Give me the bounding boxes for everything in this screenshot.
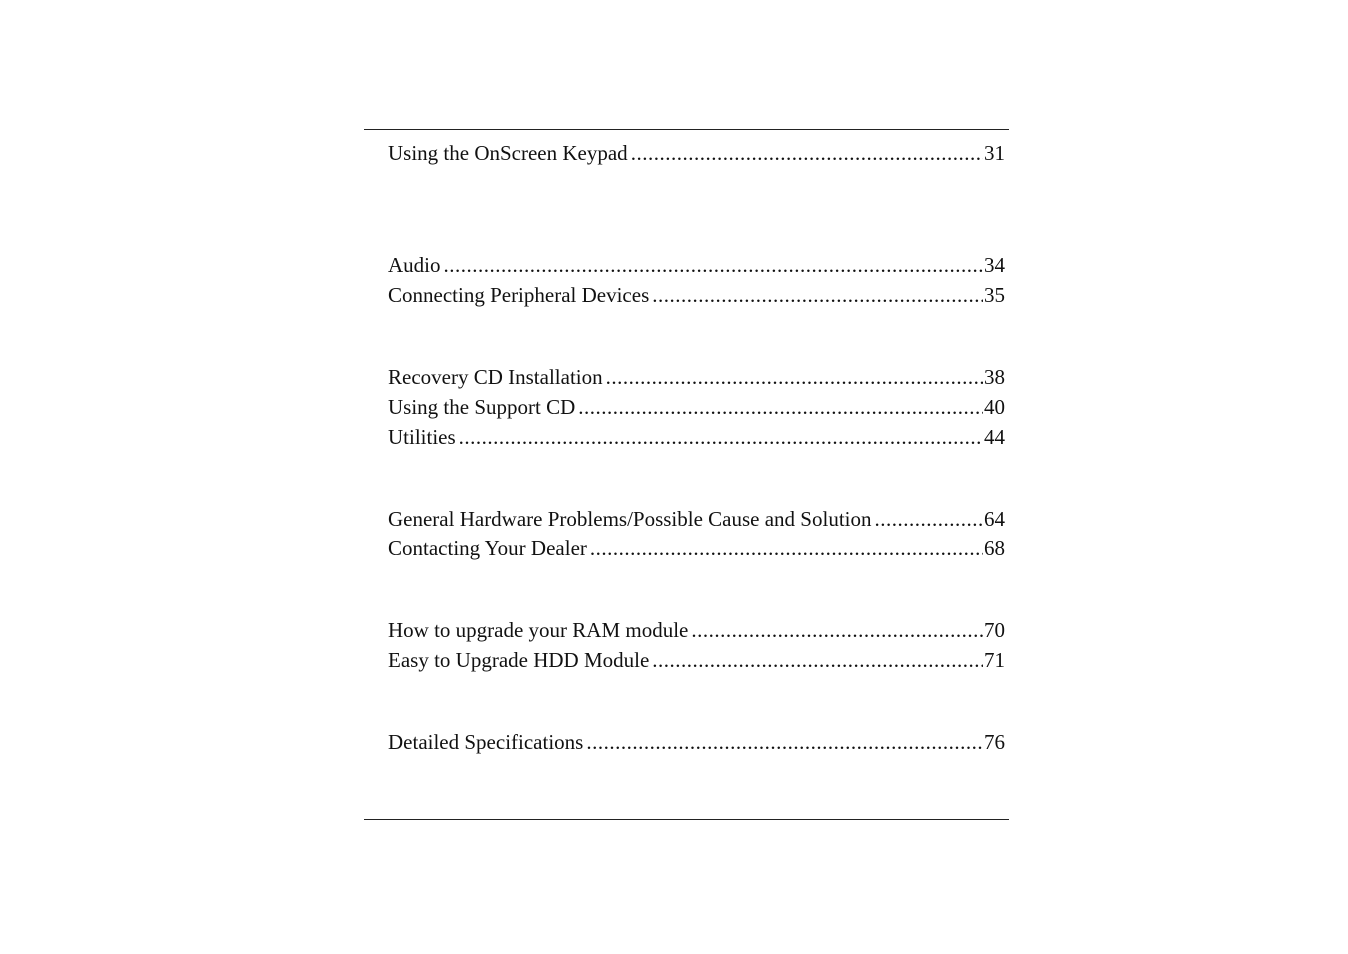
toc-entry-page: 31 [984,141,1005,165]
toc-entry-page: 76 [984,730,1005,754]
bottom-rule [364,819,1009,820]
toc-entry-page: 38 [984,365,1005,389]
toc-entry-label: Using the Support CD [388,395,576,419]
toc-entry-contacting-dealer[interactable] [388,535,1005,561]
toc-entry-page: 34 [984,253,1005,277]
toc-entry-label: Audio [388,253,441,277]
toc-dot-leader [578,394,983,420]
toc-entry-page: 68 [984,536,1005,560]
toc-entry-label: Easy to Upgrade HDD Module [388,648,650,672]
toc-entry-page: 40 [984,395,1005,419]
toc-entry-peripheral-devices[interactable] [388,282,1005,308]
toc-entry-upgrade-ram[interactable] [388,617,1005,643]
toc-entry-page: 44 [984,425,1005,449]
toc-entry-page: 71 [984,648,1005,672]
toc-dot-leader [586,729,983,755]
toc-entry-label: Detailed Specifications [388,730,584,754]
toc-entry-label: Using the OnScreen Keypad [388,141,628,165]
toc-dot-leader [459,424,983,450]
toc-entry-label: Utilities [388,425,456,449]
toc-entry-label: General Hardware Problems/Possible Cause and Solution [388,507,872,531]
toc-dot-leader [652,647,983,673]
toc-dot-leader [590,535,983,561]
toc-entry-audio[interactable] [388,252,1005,278]
toc-entry-page: 64 [984,507,1005,531]
toc-entry-hardware-problems[interactable] [388,506,1005,532]
toc-entry-label: How to upgrade your RAM module [388,618,689,642]
toc-dot-leader [631,140,983,166]
toc-dot-leader [691,617,983,643]
toc-entry-label: Recovery CD Installation [388,365,603,389]
toc-entry-label: Connecting Peripheral Devices [388,283,650,307]
toc-entry-support-cd[interactable] [388,394,1005,420]
toc-entry-utilities[interactable] [388,424,1005,450]
toc-entry-upgrade-hdd[interactable] [388,647,1005,673]
toc-dot-leader [444,252,984,278]
toc-entry-label: Contacting Your Dealer [388,536,587,560]
toc-entry-page: 35 [984,283,1005,307]
toc-dot-leader [875,506,984,532]
toc-dot-leader [652,282,983,308]
toc-entry-page: 70 [984,618,1005,642]
toc-entry-recovery-cd[interactable] [388,364,1005,390]
toc-entry-onscreen-keypad[interactable] [388,140,1005,166]
toc-entry-detailed-specifications[interactable] [388,729,1005,755]
top-rule [364,129,1009,130]
toc-dot-leader [606,364,983,390]
